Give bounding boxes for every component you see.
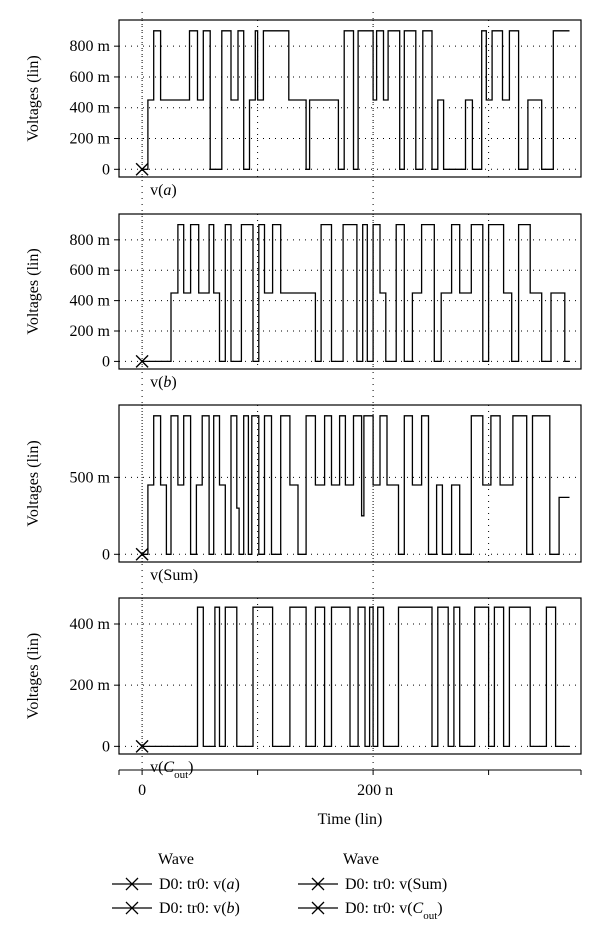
- signal-label-b: [150, 374, 177, 391]
- y-tick-label: 800 m: [69, 38, 110, 56]
- legend-entry-label-suffix: Sum): [412, 876, 448, 893]
- signal-label-b-italic: b: [163, 374, 172, 391]
- y-tick-label: 0: [102, 161, 110, 179]
- y-tick-label: 0: [102, 546, 110, 564]
- signal-label-cout-sub: out: [174, 769, 189, 781]
- panel-frame: [119, 20, 581, 177]
- y-axis-label: Voltages (lin): [25, 55, 42, 142]
- legend-entry-label: [345, 900, 443, 922]
- x-axis-label: Time (lin): [317, 811, 383, 828]
- signal-label-b-prefix: v(: [150, 374, 164, 391]
- y-axis-label: Voltages (lin): [25, 440, 42, 527]
- signal-label-a-prefix: v(: [150, 182, 164, 199]
- y-tick-label: 200 m: [69, 323, 110, 341]
- y-tick-label: 0: [102, 353, 110, 371]
- legend-entry-label-suffix: ): [234, 900, 240, 917]
- signal-label-sum-prefix: v(: [150, 567, 164, 584]
- waveform-sum: [142, 416, 569, 555]
- legend-entry-label-prefix: D0: tr0: v(: [345, 876, 413, 893]
- legend-entry-label: [159, 876, 240, 893]
- signal-label-a: [150, 182, 177, 199]
- waveform-a: [142, 31, 569, 170]
- signal-label-cout-italic: C: [163, 759, 175, 776]
- legend-title-left: Wave: [158, 851, 195, 868]
- legend-entry-label-prefix: D0: tr0: v(: [159, 900, 227, 917]
- panels: [25, 12, 581, 781]
- panel-b: [25, 214, 581, 391]
- panel-cout: [25, 598, 581, 781]
- legend-entry-label-italic: b: [226, 900, 235, 917]
- legend-entry-label-suffix: ): [234, 876, 240, 893]
- signal-label-a-suffix: ): [171, 182, 177, 199]
- signal-label-cout-suffix: ): [188, 759, 194, 776]
- legend-entry-label-prefix: D0: tr0: v(: [345, 900, 413, 917]
- legend-entry-label: [159, 900, 240, 917]
- legend: [112, 851, 447, 922]
- y-tick-label: 600 m: [69, 68, 110, 86]
- legend-entry-label: [345, 876, 447, 893]
- y-tick-label: 200 m: [69, 130, 110, 148]
- y-tick-label: 400 m: [69, 99, 110, 117]
- y-tick-label: 600 m: [69, 262, 110, 280]
- y-axis-label: Voltages (lin): [25, 248, 42, 335]
- y-tick-label: 0: [102, 738, 110, 756]
- panel-sum: [25, 405, 581, 584]
- signal-label-sum-suffix: Sum): [163, 567, 199, 584]
- x-axis: [119, 770, 581, 828]
- legend-entry-label-italic: C: [412, 900, 424, 917]
- panel-a: [25, 20, 581, 199]
- waveform-cout: [142, 607, 569, 746]
- x-tick-label: 0: [138, 782, 147, 799]
- waveform-b: [142, 225, 569, 362]
- y-axis-label: Voltages (lin): [25, 632, 42, 720]
- x-tick-label: 200 n: [357, 782, 394, 799]
- legend-entry-label-italic: a: [226, 876, 235, 893]
- y-tick-label: 400 m: [69, 292, 110, 310]
- legend-entry-label-sub: out: [423, 910, 438, 922]
- y-tick-label: 800 m: [69, 231, 110, 249]
- y-tick-label: 400 m: [69, 616, 110, 633]
- signal-label-cout-prefix: v(: [150, 759, 164, 776]
- signal-label-b-suffix: ): [171, 374, 177, 391]
- signal-label-sum: [150, 567, 198, 584]
- legend-title-right: Wave: [343, 851, 380, 868]
- legend-entry-label-suffix: ): [437, 900, 443, 917]
- legend-entry-label-prefix: D0: tr0: v(: [159, 876, 227, 893]
- y-tick-label: 500 m: [69, 469, 110, 487]
- y-tick-label: 200 m: [69, 677, 110, 695]
- panel-frame: [119, 405, 581, 562]
- signal-label-a-italic: a: [163, 182, 172, 199]
